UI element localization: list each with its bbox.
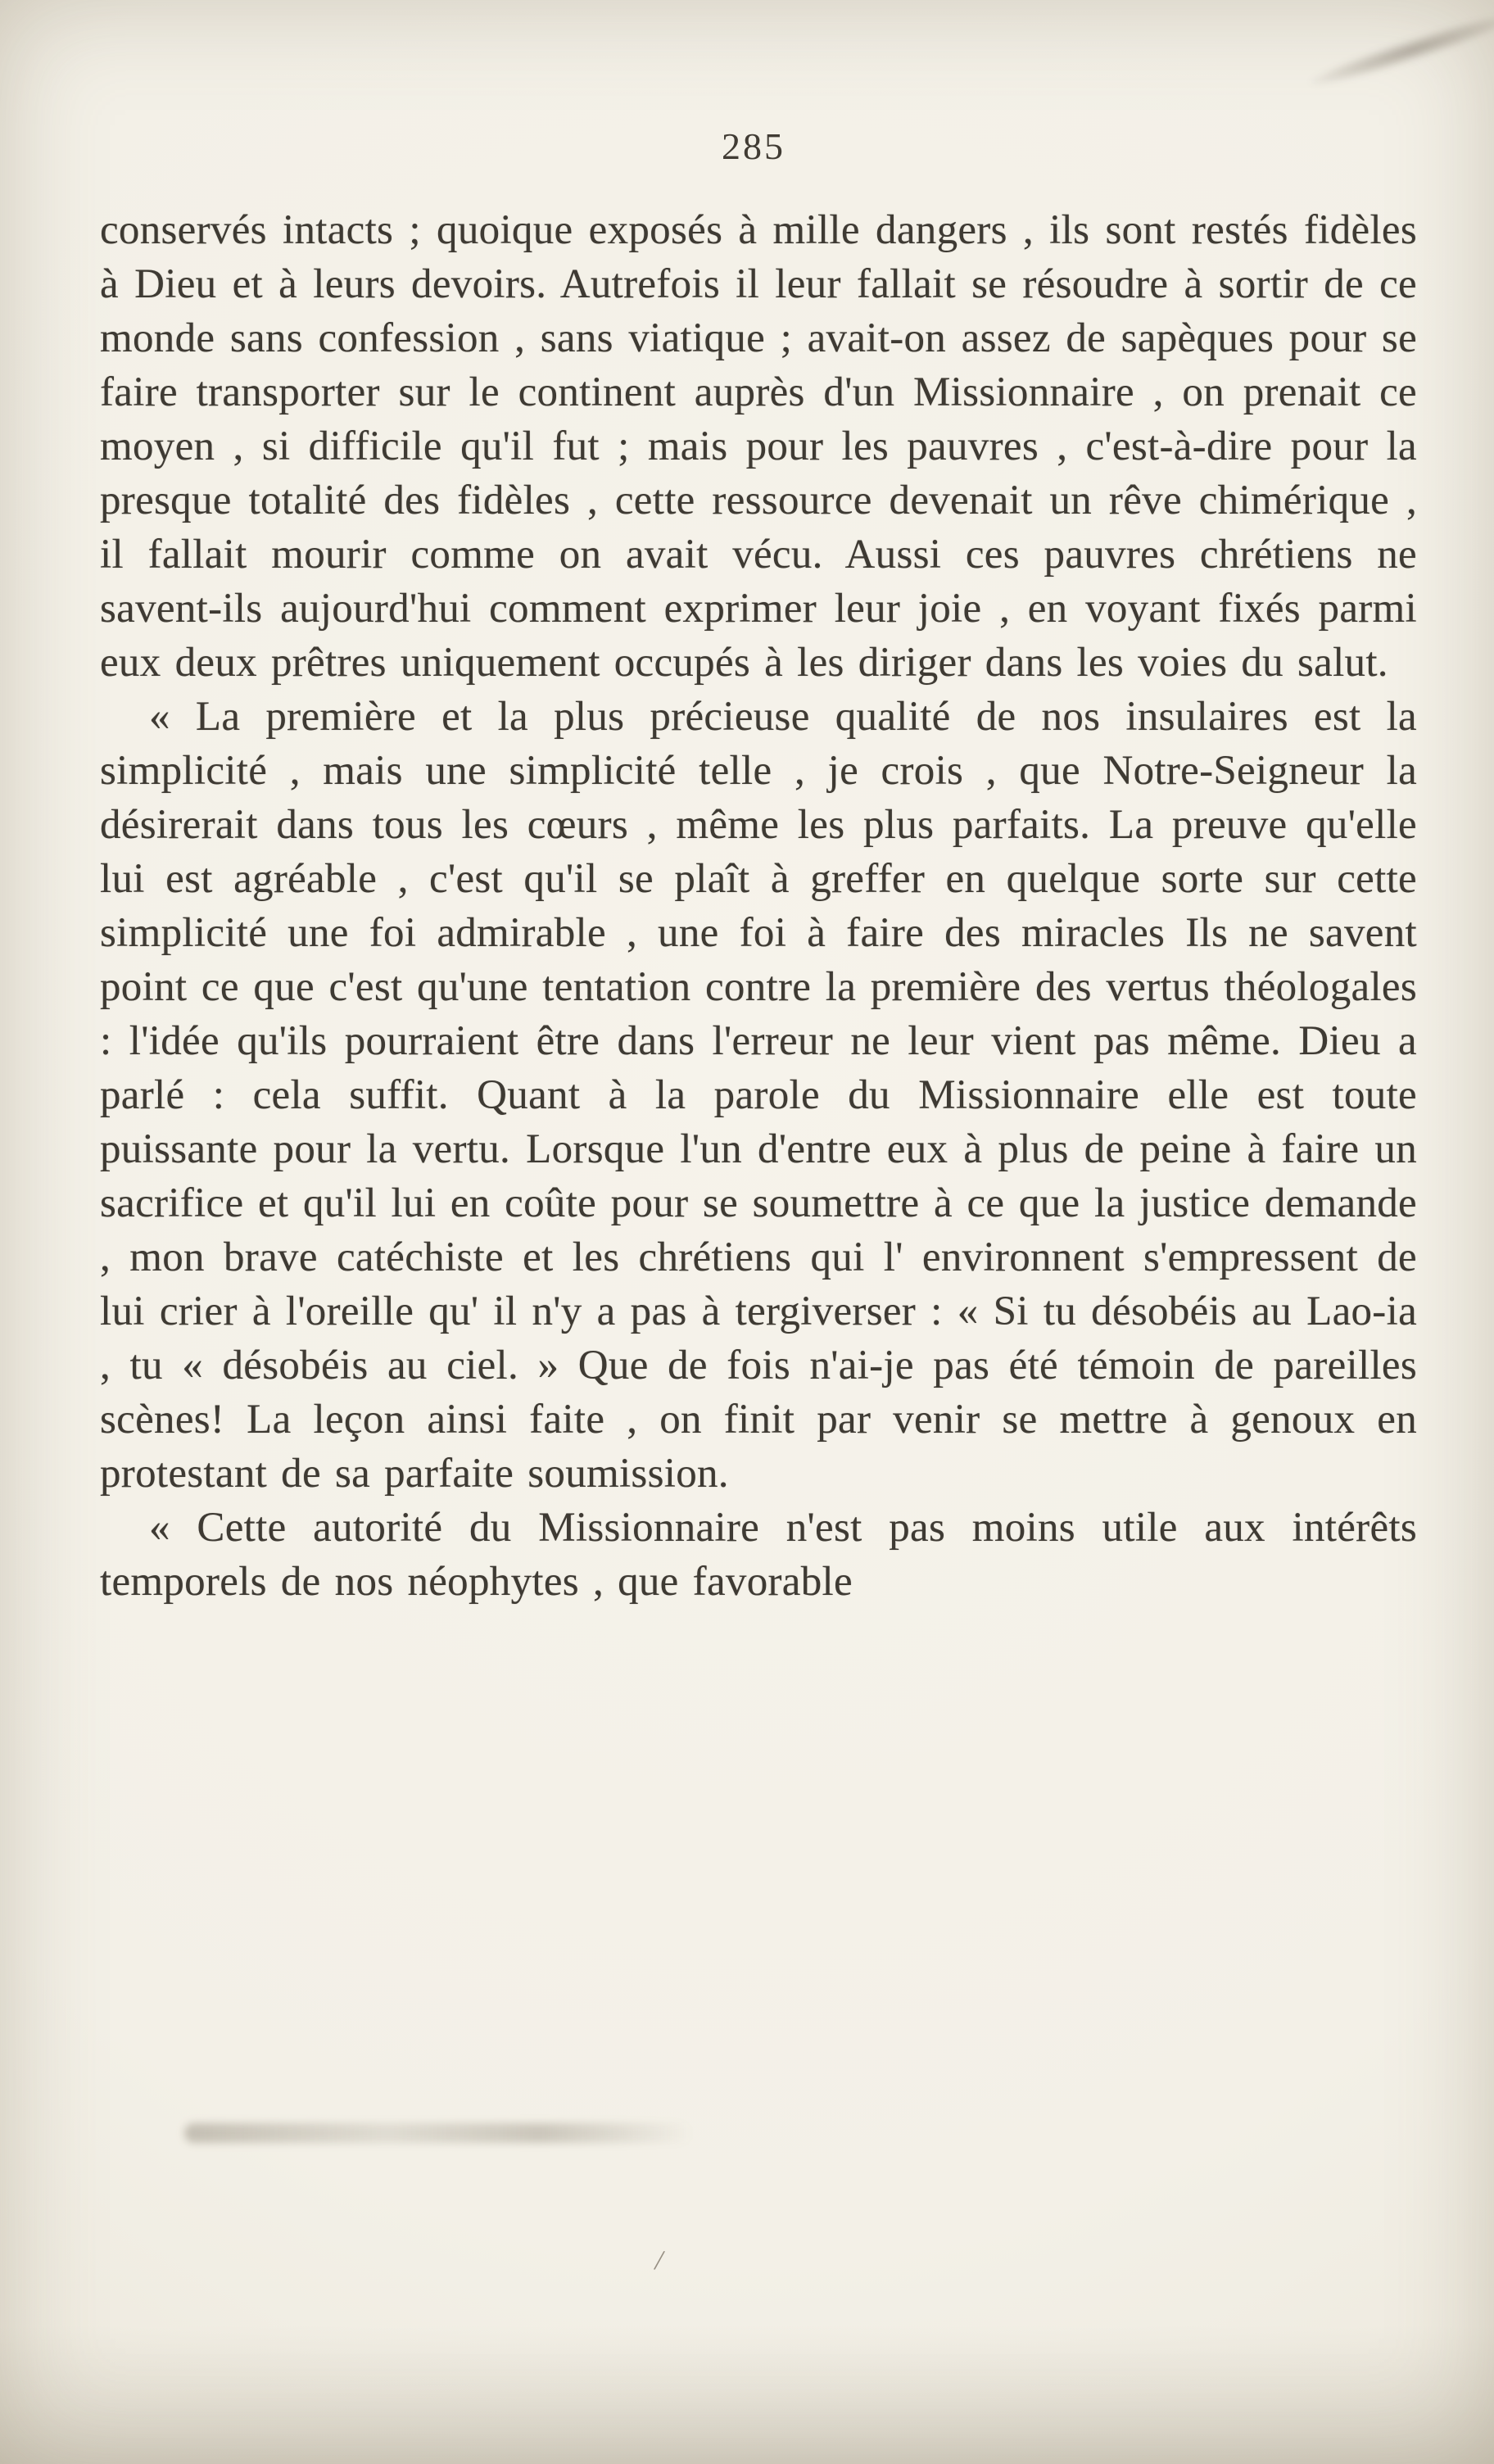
scan-corner-smudge: [1307, 7, 1494, 93]
paragraph: conservés intacts ; quoique exposés à mille dangers , ils sont restés fidèles à Dieu et à leurs devoirs. Autrefois il leur fallait se résoudre à sortir de ce monde sans confession , sans viatique ; avait-on assez de sapèques pour se faire transporter sur le continent auprès d'un Missionnaire , on prenait ce moyen , si difficile qu'il fut ; mais pour les pauvres , c'est-à-dire pour la presque totalité des fidèles , cette ressource devenait un rêve chimérique , il fallait mourir comme on avait vécu. Aussi ces pauvres chrétiens ne savent-ils aujourd'hui comment exprimer leur joie , en voyant fixés parmi eux deux prêtres uniquement occupés à les diriger dans les voies du salut.: [100, 207, 1417, 686]
page-text-block: [100, 203, 1417, 1609]
show-through-ghost-text: [184, 2123, 692, 2143]
paragraph: « Cette autorité du Missionnaire n'est pas moins utile aux intérêts temporels de nos néophytes , que favorable: [100, 1505, 1417, 1605]
paragraph: « La première et la plus précieuse qualité de nos insulaires est la simplicité , mais une simplicité telle , je crois , que Notre-Seigneur la désirerait dans tous les cœurs , même les plus parfaits. La preuve qu'elle lui est agréable , c'est qu'il se plaît à greffer en quelque sorte sur cette simplicité une foi admirable , une foi à faire des miracles Ils ne savent point ce que c'est qu'une tentation contre la première des vertus théologales : l'idée qu'ils pourraient être dans l'erreur ne leur vient pas même. Dieu a parlé : cela suffit. Quant à la parole du Missionnaire elle est toute puissante pour la vertu. Lorsque l'un d'entre eux à plus de peine à faire un sacrifice et qu'il lui en coûte pour se soumettre à ce que la justice demande , mon brave catéchiste et les chrétiens qui l' environnent s'empressent de lui crier à l'oreille qu' il n'y a pas à tergiverser : « Si tu désobéis au Lao-ia , tu « désobéis au ciel. » Que de fois n'ai-je pas été témoin de pareilles scènes! La leçon ainsi faite , on finit par venir se mettre à genoux en protestant de sa parfaite soumission.: [100, 694, 1417, 1497]
scan-artifact: /: [652, 2243, 667, 2277]
page-bottom-shadow: [0, 2325, 1494, 2464]
page-number: 285: [722, 125, 785, 167]
